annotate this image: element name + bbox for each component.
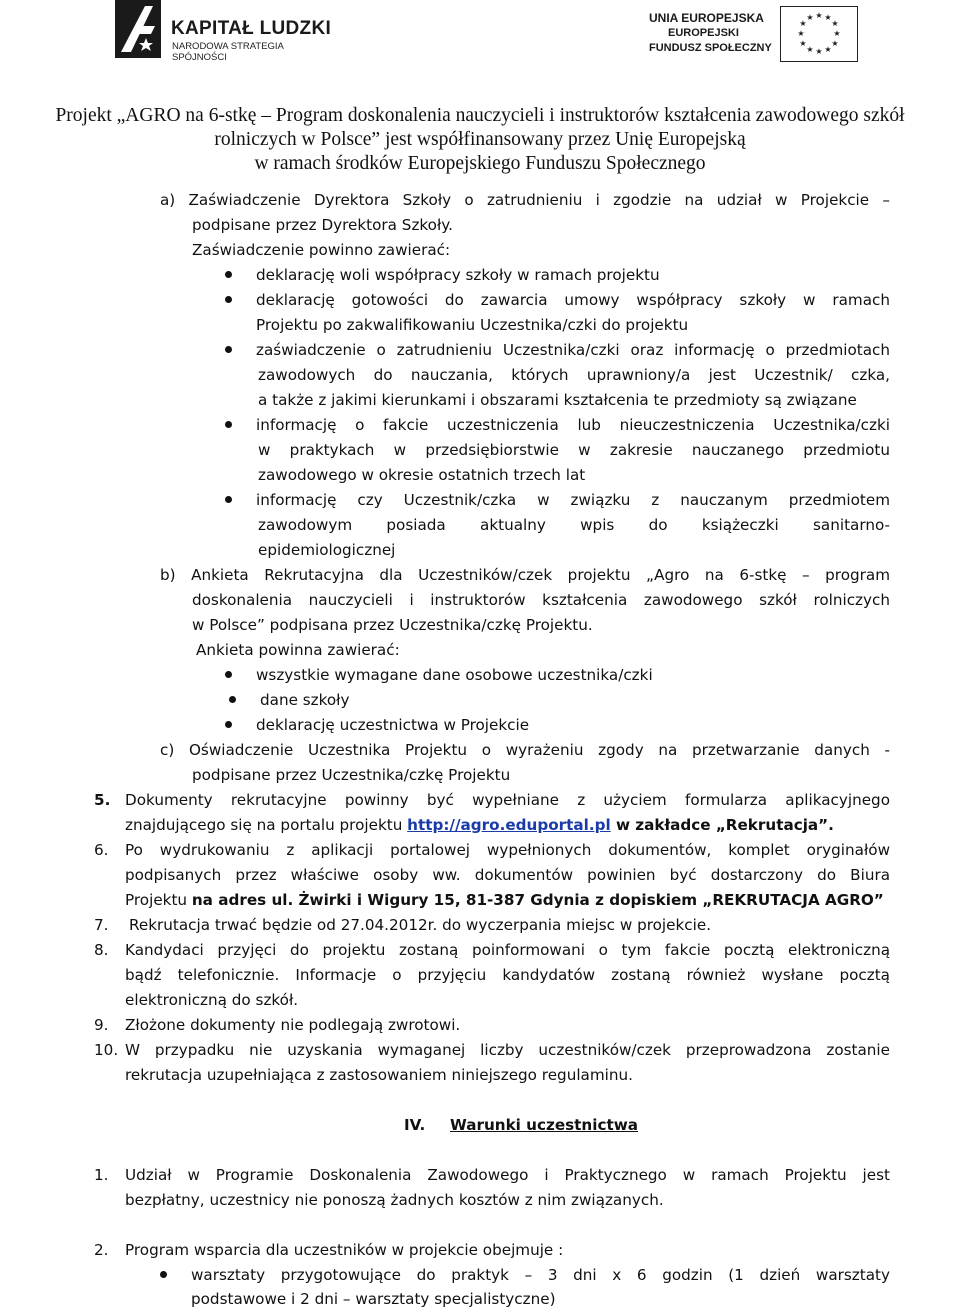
svg-text:★: ★ [815,11,823,20]
eu-logo-line3: FUNDUSZ SPOŁECZNY [649,42,772,54]
section-number: IV. [404,1116,426,1134]
eu-logo-line1: UNIA EUROPEJSKA [649,11,764,25]
header-line-2: rolniczych w Polsce” jest współfinansowany przez Unię Europejską [214,129,746,150]
svg-text:★: ★ [824,13,832,22]
eu-logo-line2: EUROPEJSKI [668,27,739,39]
kapital-ludzki-subtitle: NARODOWA STRATEGIA SPÓJNOŚCI [172,41,284,63]
item-a-bullet-3-cont-1: zawodowych do nauczania, których uprawniony/a jest Uczestnik/ czka, [258,366,890,384]
item-a-bullet-2-cont: Projektu po zakwalifikowaniu Uczestnika/czki do projektu [256,316,689,334]
svg-text:★: ★ [831,19,839,28]
svg-text:★: ★ [815,47,823,56]
item-6-address: na adres ul. Żwirki i Wigury 15, 81-387 Gdynia z dopiskiem „REKRUTACJA AGRO” [191,891,884,909]
item-b-bullet-3: deklarację uczestnictwa w Projekcie [256,713,529,738]
sec-item-1-line-2: bezpłatny, uczestnicy nie ponoszą żadnych kosztów z nim związanych. [125,1191,664,1209]
sec-item-1-number: 1. [94,1166,109,1184]
item-6-line-2: podpisanych przez właściwe osoby ww. dokumentów powinien być dostarczony do Biura [125,866,890,884]
svg-text:★: ★ [797,29,805,38]
item-b-line-2: doskonalenia nauczycieli i instruktorów kształcenia zawodowego szkół rolniczych [192,591,890,609]
header-line-3: w ramach środków Europejskiego Funduszu Społecznego [254,153,706,174]
kapital-ludzki-title: KAPITAŁ LUDZKI [171,18,332,39]
item-a-bullet-5-cont-1: zawodowym posiada aktualny wpis do książeczki sanitarno- [258,516,890,534]
portal-link[interactable]: http://agro.eduportal.pl [407,816,611,834]
svg-text:★: ★ [833,29,841,38]
item-9-number: 9. [94,1016,109,1034]
item-10-number: 10. [94,1041,119,1059]
svg-text:★: ★ [799,39,807,48]
item-7-line-1: Rekrutacja trwać będzie od 27.04.2012r. do wyczerpania miejsc w projekcie. [129,916,712,934]
svg-text:★: ★ [806,45,814,54]
eu-flag-icon [780,6,858,62]
item-a-bullet-5-cont-2: epidemiologicznej [258,541,396,559]
project-header [0,104,960,176]
item-a-line-1: a) Zaświadczenie Dyrektora Szkoły o zatrudnieniu i zgodzie na udział w Projekcie – [160,191,890,209]
item-10-line-2: rekrutacja uzupełniająca z zastosowaniem niniejszego regulaminu. [125,1066,633,1084]
item-5-number: 5. [94,791,111,809]
item-8-line-2: bądź telefonicznie. Informacje o przyjęciu kandydatów zostaną również wysłane pocztą [125,966,890,984]
svg-text:★: ★ [831,39,839,48]
item-b-line-3: w Polsce” podpisana przez Uczestnika/czkę Projektu. [192,616,593,634]
item-9-line-1: Złożone dokumenty nie podlegają zwrotowi. [125,1016,461,1034]
item-5-line-2-bold: w zakładce „Rekrutacja”. [610,816,834,834]
item-6-number: 6. [94,841,109,859]
kapital-ludzki-emblem-icon [115,0,161,58]
kapital-ludzki-logo [115,0,335,62]
item-a-bullet-3-cont-2: a także z jakimi kierunkami i obszarami kształcenia te przedmioty są związane [258,391,857,409]
item-5-line-1: Dokumenty rekrutacyjne powinny być wypełniane z użyciem formularza aplikacyjnego [125,791,890,809]
header-line-1: Projekt „AGRO na 6-stkę – Program doskonalenia nauczycieli i instruktorów kształcenia zawodowego szkół [55,105,905,126]
item-b-line-1: b) Ankieta Rekrutacyjna dla Uczestników/czek projektu „Agro na 6-stkę – program [160,566,890,584]
item-c-line-2: podpisane przez Uczestnika/czkę Projektu [192,766,511,784]
svg-text:★: ★ [806,13,814,22]
sec-item-2-bullet-1-cont: podstawowe i 2 dni – warsztaty specjalistyczne) [191,1290,556,1308]
item-8-number: 8. [94,941,109,959]
item-a-bullet-1: deklarację woli współpracy szkoły w ramach projektu [256,263,660,288]
item-6-line-3-text: Projektu [125,891,192,909]
item-a-bullet-4-cont-1: w praktykach w przedsiębiorstwie w zakresie nauczanego przedmiotu [258,441,890,459]
item-a-bullet-3: zaświadczenie o zatrudnieniu Uczestnika/czki oraz informację o przedmiotach [256,338,890,363]
sec-item-1-line-1: Udział w Programie Doskonalenia Zawodowego i Praktycznego w ramach Projektu jest [125,1166,890,1184]
sec-item-2-line-1: Program wsparcia dla uczestników w projekcie obejmuje : [125,1241,564,1259]
item-a-bullet-4-cont-2: zawodowego w okresie ostatnich trzech lat [258,466,586,484]
item-8-line-3: elektroniczną do szkół. [125,991,299,1009]
item-a-bullet-4: informację o fakcie uczestniczenia lub nieuczestniczenia Uczestnika/czki [256,413,890,438]
item-c-line-1: c) Oświadczenie Uczestnika Projektu o wyrażeniu zgody na przetwarzanie danych - [160,741,890,759]
item-a-line-3: Zaświadczenie powinno zawierać: [192,241,451,259]
item-10-line-1: W przypadku nie uzyskania wymaganej liczby uczestników/czek przeprowadzona zostanie [125,1041,890,1059]
section-title: Warunki uczestnictwa [450,1116,638,1134]
item-6-line-1: Po wydrukowaniu z aplikacji portalowej wypełnionych dokumentów, komplet oryginałów [125,841,890,859]
eu-logo [640,6,860,66]
item-b-bullet-1: wszystkie wymagane dane osobowe uczestnika/czki [256,663,653,688]
item-a-line-2: podpisane przez Dyrektora Szkoły. [192,216,453,234]
item-6-line-3 [125,888,884,913]
item-7-number: 7. [94,916,109,934]
item-5-line-2-text: znajdującego się na portalu projektu [125,816,408,834]
item-b-bullet-2: dane szkoły [260,688,349,713]
item-a-bullet-2: deklarację gotowości do zawarcia umowy współpracy szkoły w ramach [256,288,890,313]
svg-text:★: ★ [799,19,807,28]
sec-item-2-bullet-1: warsztaty przygotowujące do praktyk – 3 dni x 6 godzin (1 dzień warsztaty [191,1263,890,1288]
item-8-line-1: Kandydaci przyjęci do projektu zostaną poinformowani o tym fakcie pocztą elektroniczną [125,941,890,959]
sec-item-2-number: 2. [94,1241,109,1259]
svg-text:★: ★ [824,45,832,54]
item-b-line-4: Ankieta powinna zawierać: [196,641,400,659]
item-5-line-2 [125,813,834,838]
item-a-bullet-5: informację czy Uczestnik/czka w związku z nauczanym przedmiotem [256,488,890,513]
